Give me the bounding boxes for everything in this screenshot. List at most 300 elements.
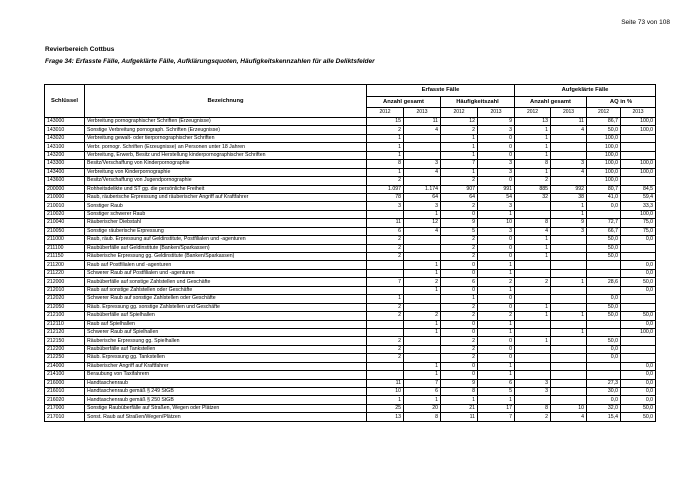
table-body: [45, 118, 656, 422]
row-value: 4: [404, 168, 441, 176]
row-value: 1: [478, 269, 515, 277]
row-description: Handtaschenraub: [85, 379, 367, 387]
row-value: 1: [404, 269, 441, 277]
row-value: 0,0: [621, 396, 656, 404]
row-value: 4: [515, 227, 551, 235]
row-value: 86,7: [587, 118, 621, 126]
row-value: 1: [515, 337, 551, 345]
header-description: Bezeichnung: [85, 85, 367, 118]
row-key: 212110: [45, 320, 85, 328]
row-key: 143010: [45, 126, 85, 134]
row-value: 10: [551, 404, 587, 412]
row-value: 0: [478, 143, 515, 151]
row-value: 2: [367, 354, 404, 362]
row-value: [367, 261, 404, 269]
row-value: 32,0: [587, 404, 621, 412]
row-value: 100,0: [621, 160, 656, 168]
row-description: Räuberischer Angriff auf Kraftfahrer: [85, 362, 367, 370]
row-value: 1: [441, 143, 478, 151]
row-description: Handtaschenraub gemäß § 250 StGB: [85, 396, 367, 404]
row-key: 143000: [45, 118, 85, 126]
row-value: 0: [478, 177, 515, 185]
row-value: 1: [551, 278, 587, 286]
table-row: [45, 295, 656, 303]
row-key: 212020: [45, 295, 85, 303]
row-value: 1: [551, 202, 587, 210]
row-value: [404, 303, 441, 311]
row-value: 9: [441, 379, 478, 387]
row-value: [587, 269, 621, 277]
row-value: [551, 143, 587, 151]
row-value: [367, 328, 404, 336]
row-value: 0: [441, 320, 478, 328]
row-value: 2: [441, 126, 478, 134]
row-description: Sonstige räuberische Erpressung: [85, 227, 367, 235]
row-value: [551, 337, 587, 345]
row-value: 3: [551, 160, 587, 168]
row-value: 1: [404, 371, 441, 379]
row-value: 2: [515, 177, 551, 185]
row-value: 0: [441, 371, 478, 379]
row-value: [515, 295, 551, 303]
row-value: 50,0: [587, 253, 621, 261]
row-value: [515, 269, 551, 277]
row-value: 13: [515, 118, 551, 126]
row-key: 212100: [45, 312, 85, 320]
row-key: 216000: [45, 379, 85, 387]
row-description: Verbreitung von Kinderpornographie: [85, 168, 367, 176]
row-value: 2: [367, 126, 404, 134]
row-value: 0,0: [621, 320, 656, 328]
row-value: [404, 244, 441, 252]
row-value: 3: [404, 202, 441, 210]
row-value: 9: [441, 219, 478, 227]
row-value: 0,0: [587, 295, 621, 303]
row-value: [404, 151, 441, 159]
row-value: 1: [367, 295, 404, 303]
row-key: 143400: [45, 168, 85, 176]
row-value: 7: [404, 379, 441, 387]
row-value: 50,0: [621, 312, 656, 320]
row-value: [587, 328, 621, 336]
row-value: 1: [404, 328, 441, 336]
row-value: 0: [441, 362, 478, 370]
row-value: 1: [515, 236, 551, 244]
row-value: 0,0: [587, 345, 621, 353]
row-value: 0,0: [621, 286, 656, 294]
region-heading: Revierbereich Cottbus: [45, 46, 115, 53]
row-value: [587, 320, 621, 328]
row-key: 210010: [45, 202, 85, 210]
row-value: 2: [441, 253, 478, 261]
row-value: [587, 261, 621, 269]
row-key: 211200: [45, 261, 85, 269]
row-value: 2: [367, 253, 404, 261]
row-value: 27,3: [587, 379, 621, 387]
row-value: 4: [551, 413, 587, 421]
row-value: 1: [404, 362, 441, 370]
row-value: 2: [367, 312, 404, 320]
row-value: 100,0: [587, 168, 621, 176]
row-value: [621, 345, 656, 353]
header-year: 2012: [515, 108, 551, 118]
row-value: [404, 337, 441, 345]
row-value: [404, 236, 441, 244]
row-value: [551, 354, 587, 362]
row-description: Räuberische Erpressung gg. Geldinstitute (Banken/Sparkassen): [85, 253, 367, 261]
row-value: 100,0: [621, 118, 656, 126]
row-value: 1: [478, 286, 515, 294]
row-value: 1: [478, 261, 515, 269]
row-description: Sonstige Raubüberfälle auf Straßen, Wegen oder Plätzen: [85, 404, 367, 412]
row-description: Raub, räub. Erpressung auf Geldinstitute, Postfilialen und -agenturen: [85, 236, 367, 244]
row-key: 210000: [45, 193, 85, 201]
row-value: [587, 362, 621, 370]
row-value: 2: [404, 312, 441, 320]
row-value: 1: [515, 244, 551, 252]
row-value: 50,0: [587, 126, 621, 134]
row-value: 0: [478, 236, 515, 244]
row-value: 3: [367, 202, 404, 210]
table-row: [45, 177, 656, 185]
table-row: [45, 278, 656, 286]
row-value: [367, 286, 404, 294]
row-value: 50,0: [587, 236, 621, 244]
row-key: 143300: [45, 160, 85, 168]
row-value: 1: [478, 371, 515, 379]
row-key: 210040: [45, 219, 85, 227]
row-value: 2: [441, 177, 478, 185]
row-value: [551, 177, 587, 185]
row-key: 211220: [45, 269, 85, 277]
row-value: 1: [551, 328, 587, 336]
row-value: 100,0: [587, 177, 621, 185]
table-row: [45, 227, 656, 235]
table-row: [45, 143, 656, 151]
row-key: 212150: [45, 337, 85, 345]
row-value: 66,7: [587, 227, 621, 235]
row-key: 210020: [45, 210, 85, 218]
row-value: 2: [367, 177, 404, 185]
row-value: 0: [478, 253, 515, 261]
row-value: 41,0: [587, 193, 621, 201]
row-value: 2: [478, 278, 515, 286]
row-value: [551, 303, 587, 311]
row-value: 0: [441, 286, 478, 294]
table-row: [45, 202, 656, 210]
row-value: [551, 371, 587, 379]
row-value: 1: [404, 286, 441, 294]
row-description: Räub. Erpressung gg. sonstige Zahlstellen und Geschäfte: [85, 303, 367, 311]
row-value: 8: [441, 388, 478, 396]
row-key: 210050: [45, 227, 85, 235]
row-value: 3: [404, 160, 441, 168]
row-value: 885: [515, 185, 551, 193]
header-year: 2012: [587, 108, 621, 118]
row-description: Räuberischer Diebstahl: [85, 219, 367, 227]
row-value: 8: [515, 404, 551, 412]
row-value: 2: [441, 337, 478, 345]
row-value: 9: [478, 118, 515, 126]
table-row: [45, 303, 656, 311]
table-row: [45, 210, 656, 218]
row-value: [551, 244, 587, 252]
row-value: 100,0: [621, 126, 656, 134]
row-value: 0,0: [587, 202, 621, 210]
row-value: 12: [441, 118, 478, 126]
row-value: 0,0: [621, 261, 656, 269]
table-row: [45, 269, 656, 277]
row-value: 64: [441, 193, 478, 201]
row-value: 3: [515, 379, 551, 387]
row-value: 1: [441, 295, 478, 303]
row-value: 59,4: [621, 193, 656, 201]
row-value: 32: [515, 193, 551, 201]
row-value: [551, 362, 587, 370]
header-anzahl-gesamt-aufgeklaert: Anzahl gesamt: [515, 97, 587, 108]
row-value: 0: [441, 328, 478, 336]
row-value: 21: [441, 404, 478, 412]
row-value: 3: [551, 227, 587, 235]
row-value: [621, 295, 656, 303]
header-year: 2012: [367, 108, 404, 118]
row-value: 100,0: [587, 143, 621, 151]
row-value: 1: [367, 396, 404, 404]
row-value: 6: [367, 227, 404, 235]
row-value: 11: [367, 219, 404, 227]
row-value: [404, 143, 441, 151]
row-value: 84,5: [621, 185, 656, 193]
row-value: 75,0: [621, 227, 656, 235]
row-value: 2: [367, 337, 404, 345]
row-value: [587, 286, 621, 294]
row-value: [404, 177, 441, 185]
row-value: 0,0: [621, 269, 656, 277]
row-value: 13: [367, 413, 404, 421]
row-description: Besitz/Verschaffung von Jugendpornographie: [85, 177, 367, 185]
header-anzahl-gesamt: Anzahl gesamt: [367, 97, 441, 108]
row-value: [367, 320, 404, 328]
row-value: 1: [515, 253, 551, 261]
table-row: [45, 312, 656, 320]
row-description: Sonst. Raub auf Straßen/Wegen/Plätzen: [85, 413, 367, 421]
row-value: 0: [478, 354, 515, 362]
table-row: [45, 236, 656, 244]
row-value: [404, 345, 441, 353]
row-value: 2: [441, 303, 478, 311]
row-value: [621, 151, 656, 159]
statistics-table: [44, 84, 656, 422]
row-description: Sonstiger Raub: [85, 202, 367, 210]
row-key: 212200: [45, 345, 85, 353]
table-row: [45, 320, 656, 328]
row-value: [515, 354, 551, 362]
row-description: Räub. Erpressung gg. Tankstellen: [85, 354, 367, 362]
row-value: [515, 345, 551, 353]
row-value: [551, 396, 587, 404]
row-value: [621, 244, 656, 252]
row-value: 2: [404, 278, 441, 286]
row-value: 1: [551, 210, 587, 218]
row-value: 0: [478, 337, 515, 345]
row-description: Raubüberfälle auf Geldinstitute (Banken/Sparkassen): [85, 244, 367, 252]
row-value: 1: [367, 143, 404, 151]
header-haeufigkeitszahl: Häufigkeitszahl: [441, 97, 515, 108]
row-value: [515, 328, 551, 336]
row-value: 2: [367, 303, 404, 311]
row-value: 0: [441, 210, 478, 218]
row-value: [551, 286, 587, 294]
row-value: 2: [441, 345, 478, 353]
row-value: [551, 134, 587, 142]
row-value: 50,0: [621, 413, 656, 421]
row-value: 2: [441, 236, 478, 244]
row-value: 50,0: [587, 244, 621, 252]
row-key: 217000: [45, 404, 85, 412]
row-value: 64: [404, 193, 441, 201]
page-number: Seite 73 von 108: [621, 19, 670, 26]
row-value: 1: [441, 396, 478, 404]
row-value: 100,0: [587, 151, 621, 159]
row-value: 2: [478, 312, 515, 320]
header-year: 2013: [404, 108, 441, 118]
row-value: 0,0: [587, 354, 621, 362]
row-value: 1.097: [367, 185, 404, 193]
row-description: Sonstiger schwerer Raub: [85, 210, 367, 218]
row-value: 7: [367, 278, 404, 286]
table-row: [45, 345, 656, 353]
row-value: 2: [441, 202, 478, 210]
table-row: [45, 286, 656, 294]
row-value: 8: [367, 160, 404, 168]
row-value: 100,0: [621, 210, 656, 218]
row-value: [621, 143, 656, 151]
row-value: [515, 396, 551, 404]
table-row: [45, 379, 656, 387]
table-row: [45, 253, 656, 261]
row-value: [515, 261, 551, 269]
row-value: 100,0: [587, 160, 621, 168]
row-value: 2: [367, 244, 404, 252]
row-value: 8: [404, 413, 441, 421]
row-key: 217010: [45, 413, 85, 421]
row-value: 2: [515, 278, 551, 286]
table-row: [45, 118, 656, 126]
table-row: [45, 413, 656, 421]
row-value: 30,0: [587, 388, 621, 396]
row-value: 12: [404, 219, 441, 227]
table-row: [45, 354, 656, 362]
row-value: 75,0: [621, 219, 656, 227]
row-value: 1: [404, 210, 441, 218]
row-value: [367, 362, 404, 370]
row-value: 50,0: [587, 303, 621, 311]
row-value: 2: [441, 354, 478, 362]
row-description: Sonstige Verbreitung pornograph. Schriften (Erzeugnisse): [85, 126, 367, 134]
row-value: 1: [515, 134, 551, 142]
table-row: [45, 126, 656, 134]
row-value: [515, 210, 551, 218]
row-value: 2: [367, 345, 404, 353]
row-value: 3: [478, 168, 515, 176]
row-value: 38: [551, 193, 587, 201]
row-description: Schwerer Raub auf Postfilialen und -agenturen: [85, 269, 367, 277]
row-value: 0,0: [621, 236, 656, 244]
row-value: 3: [478, 227, 515, 235]
row-value: 17: [478, 404, 515, 412]
header-aufgeklaerte-faelle: Aufgeklärte Fälle: [515, 85, 656, 97]
row-description: Besitz/Verschaffung von Kinderpornographie: [85, 160, 367, 168]
row-description: Verbreitung pornographischer Schriften (Erzeugnisse): [85, 118, 367, 126]
header-year: 2013: [621, 108, 656, 118]
header-year: 2012: [441, 108, 478, 118]
row-value: 7: [478, 413, 515, 421]
row-value: 11: [441, 413, 478, 421]
row-value: 4: [551, 168, 587, 176]
row-value: 50,0: [587, 312, 621, 320]
row-value: 5: [478, 388, 515, 396]
row-value: 1: [441, 151, 478, 159]
row-description: Schwerer Raub auf Spielhallen: [85, 328, 367, 336]
row-value: 3: [478, 160, 515, 168]
row-value: [551, 236, 587, 244]
row-value: 0: [478, 151, 515, 159]
table-row: [45, 404, 656, 412]
table-row: [45, 219, 656, 227]
row-value: 992: [551, 185, 587, 193]
row-value: 6: [441, 278, 478, 286]
row-value: [621, 253, 656, 261]
row-value: [404, 134, 441, 142]
row-value: [515, 371, 551, 379]
row-description: Raubüberfälle auf Spielhallen: [85, 312, 367, 320]
row-value: [551, 379, 587, 387]
row-value: 0,0: [621, 379, 656, 387]
row-key: 212010: [45, 286, 85, 294]
row-key: 143020: [45, 134, 85, 142]
row-value: 6: [404, 388, 441, 396]
row-value: 1: [515, 151, 551, 159]
table-row: [45, 151, 656, 159]
question-title: Frage 34: Erfasste Fälle, Aufgeklärte Fälle, Aufklärungsquoten, Häufigkeitskennzahlen für alle Deliktsfelder: [45, 58, 375, 65]
row-value: 10: [478, 219, 515, 227]
row-value: 0: [478, 303, 515, 311]
row-key: 212250: [45, 354, 85, 362]
row-value: [551, 261, 587, 269]
row-key: 143200: [45, 151, 85, 159]
row-value: [587, 371, 621, 379]
row-value: 2: [441, 312, 478, 320]
row-value: 11: [551, 118, 587, 126]
row-value: 4: [551, 126, 587, 134]
row-value: 4: [404, 227, 441, 235]
row-value: 15,4: [587, 413, 621, 421]
row-value: 100,0: [587, 134, 621, 142]
row-value: [551, 295, 587, 303]
row-value: 0: [441, 261, 478, 269]
row-description: Raubüberfälle auf Tankstellen: [85, 345, 367, 353]
row-value: [367, 210, 404, 218]
row-description: Beraubung von Taxifahrern: [85, 371, 367, 379]
table-row: [45, 261, 656, 269]
row-value: 80,7: [587, 185, 621, 193]
row-value: 2: [367, 236, 404, 244]
row-value: [367, 371, 404, 379]
row-value: 0: [441, 269, 478, 277]
row-key: 212120: [45, 328, 85, 336]
row-value: 0: [478, 134, 515, 142]
row-value: [515, 202, 551, 210]
